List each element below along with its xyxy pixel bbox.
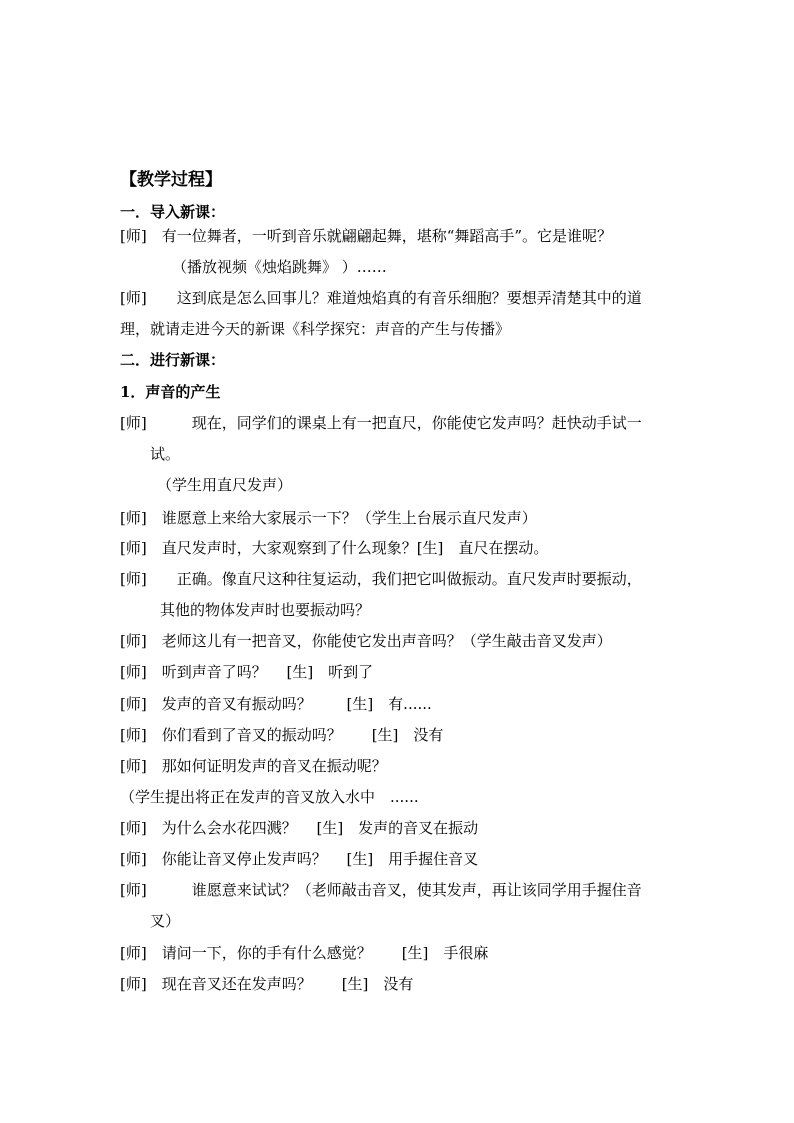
paragraph-line: [师] 发声的音叉有振动吗？ [生] 有...... — [120, 695, 432, 713]
paragraph-line: [师] 正确。像直尺这种往复运动，我们把它叫做振动。直尺发声时要振动， — [120, 570, 642, 588]
paragraph-line: 理，就请走进今天的新课《科学探究：声音的产生与传播》 — [120, 320, 511, 338]
paragraph-line: [师] 谁愿意来试试？（老师敲击音叉，使其发声，再让该同学用手握住音 — [120, 881, 642, 899]
paragraph-line: [师] 你们看到了音叉的振动吗？ [生] 没有 — [120, 726, 444, 744]
doc-title: 【教学过程】 — [120, 170, 222, 190]
paragraph-line: [师] 这到底是怎么回事儿？难道烛焰真的有音乐细胞？要想弄清楚其中的道 — [120, 289, 642, 307]
paragraph-line: [师] 谁愿意上来给大家展示一下？（学生上台展示直尺发声） — [120, 509, 537, 527]
paragraph-line: [师] 听到声音了吗？ [生] 听到了 — [120, 663, 374, 681]
paragraph-line: （学生用直尺发声） — [157, 476, 293, 494]
paragraph-line: [师] 请问一下，你的手有什么感觉？ [生] 手很麻 — [120, 944, 489, 962]
paragraph-line: [师] 老师这儿有一把音叉，你能使它发出声音吗？（学生敲击音叉发声） — [120, 632, 612, 650]
section-heading: 一．导入新课： — [120, 203, 226, 221]
paragraph-line: 试。 — [150, 445, 181, 463]
paragraph-line: [师] 直尺发声时，大家观察到了什么现象？[生] 直尺在摆动。 — [120, 539, 549, 557]
subsection-heading: 1．声音的产生 — [120, 383, 221, 401]
paragraph-line: [师] 你能让音叉停止发声吗？ [生] 用手握住音叉 — [120, 850, 479, 868]
paragraph-line: 其他的物体发声时也要振动吗？ — [160, 601, 371, 619]
section-heading: 二．进行新课： — [120, 351, 226, 369]
paragraph-line: [师] 那如何证明发声的音叉在振动呢？ — [120, 757, 387, 775]
paragraph-line: [师] 为什么会水花四溅？ [生] 发声的音叉在振动 — [120, 819, 479, 837]
paragraph-line: [师] 有一位舞者，一听到音乐就翩翩起舞，堪称“舞蹈高手”。它是谁呢？ — [120, 227, 613, 245]
paragraph-line: [师] 现在音叉还在发声吗？ [生] 没有 — [120, 975, 414, 993]
paragraph-line: [师] 现在，同学们的课桌上有一把直尺，你能使它发声吗？赶快动手试一 — [120, 414, 642, 432]
paragraph-line: 叉） — [150, 912, 181, 930]
paragraph-line: （学生提出将正在发声的音叉放入水中 ...... — [120, 788, 419, 806]
paragraph-line: （播放视频《烛焰跳舞》 ）…… — [172, 258, 387, 276]
